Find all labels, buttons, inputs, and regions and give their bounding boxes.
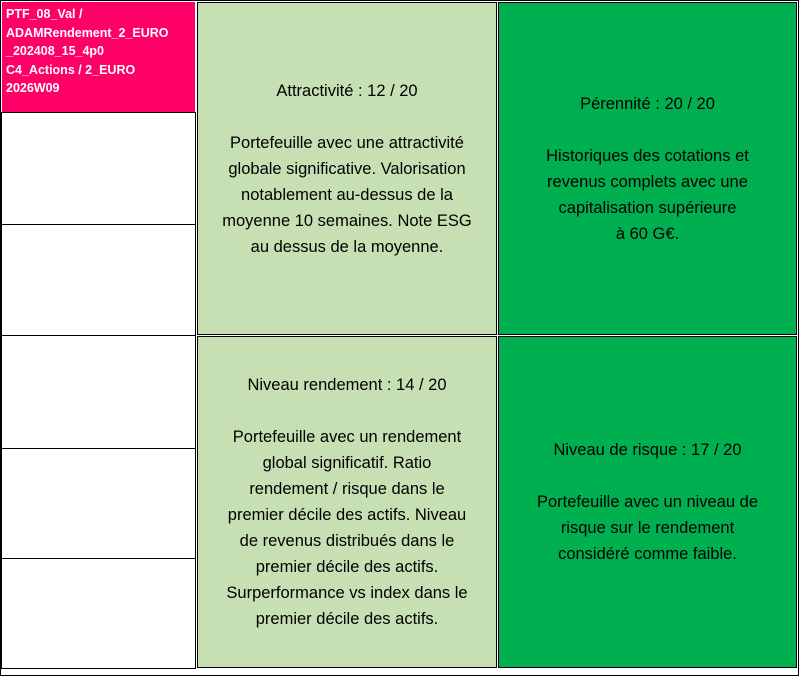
- card-line: rendement / risque dans le: [249, 480, 445, 498]
- card-line: Portefeuille avec un rendement: [232, 428, 462, 446]
- portfolio-line: C4_Actions / 2_EURO: [6, 62, 136, 77]
- card-line: global significatif. Ratio: [262, 454, 432, 472]
- card-line: risque sur le rendement: [560, 519, 735, 537]
- card-rendement: [197, 336, 497, 668]
- card-line: notablement au-dessus de la: [241, 185, 453, 204]
- portfolio-line: _202408_15_4p0: [6, 44, 105, 58]
- card-line: Surperformance vs index dans le: [226, 584, 468, 602]
- portfolio-line: 2026W09: [6, 81, 60, 95]
- card-title: Niveau rendement : 14 / 20: [247, 376, 447, 394]
- card-line: à 60 G€.: [615, 224, 680, 243]
- card-line: de revenus distribués dans le: [239, 532, 455, 550]
- card-body: [222, 130, 471, 260]
- empty-cell: [1, 112, 196, 225]
- card-line: considéré comme faible.: [558, 545, 737, 563]
- card-body: [546, 143, 749, 247]
- card-line: premier décile des actifs. Niveau: [227, 506, 467, 524]
- empty-cell: [1, 558, 196, 669]
- card-line: Portefeuille avec une attractivité: [230, 133, 464, 152]
- card-body: [226, 424, 467, 632]
- card-line: moyenne 10 semaines. Note ESG: [222, 211, 472, 230]
- card-line: Historiques des cotations et: [546, 146, 749, 165]
- card-risque: [498, 336, 797, 668]
- portfolio-label: [2, 2, 195, 112]
- card-title: Niveau de risque : 17 / 20: [553, 441, 742, 459]
- card-perennite: [498, 2, 797, 335]
- card-title: Pérennité : 20 / 20: [580, 94, 715, 113]
- card-line: globale significative. Valorisation: [228, 159, 466, 178]
- empty-cell: [1, 224, 196, 336]
- empty-cell: [1, 448, 196, 559]
- card-line: revenus complets avec une: [547, 172, 748, 191]
- card-line: Portefeuille avec un niveau de: [536, 493, 759, 511]
- card-body: [537, 489, 758, 567]
- card-line: au dessus de la moyenne.: [250, 237, 444, 256]
- portfolio-line: ADAMRendement_2_EURO: [6, 25, 169, 40]
- card-line: capitalisation supérieure: [558, 198, 737, 217]
- card-attractivite: [197, 2, 497, 335]
- card-title: Attractivité : 12 / 20: [276, 81, 418, 100]
- card-line: premier décile des actifs.: [255, 610, 439, 628]
- portfolio-line: PTF_08_Val /: [6, 7, 83, 21]
- empty-cell: [1, 335, 196, 449]
- card-line: premier décile des actifs.: [255, 558, 439, 576]
